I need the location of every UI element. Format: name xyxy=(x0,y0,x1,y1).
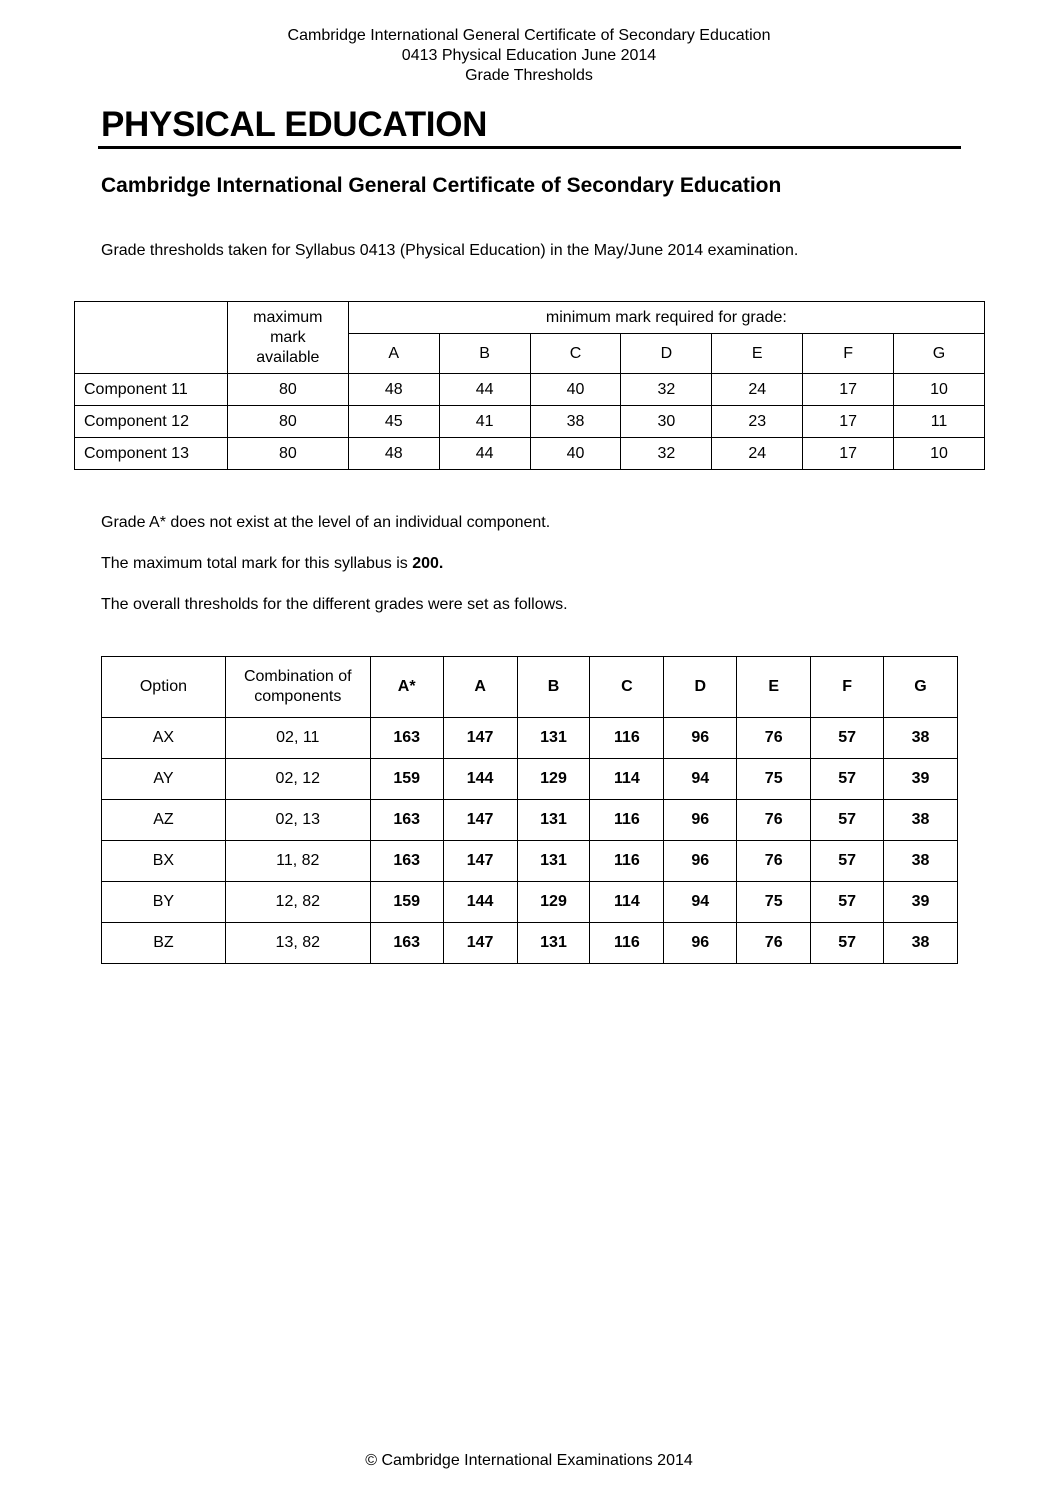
option-threshold-cell: 144 xyxy=(443,759,517,800)
header-line-3: Grade Thresholds xyxy=(465,67,593,84)
option-cell: AZ xyxy=(102,800,226,841)
table-row xyxy=(102,759,958,800)
grade-header-f: F xyxy=(803,334,894,374)
option-threshold-cell: 38 xyxy=(884,800,958,841)
grade-header-e: E xyxy=(712,334,803,374)
option-threshold-cell: 129 xyxy=(517,882,590,923)
option-threshold-cell: 76 xyxy=(737,841,811,882)
option-threshold-cell: 147 xyxy=(443,800,517,841)
option-threshold-cell: 96 xyxy=(664,718,737,759)
threshold-cell: 40 xyxy=(530,438,621,470)
component-thresholds-table xyxy=(74,301,985,470)
grade-header-g: G xyxy=(894,334,985,374)
option-threshold-cell: 96 xyxy=(664,841,737,882)
document-header xyxy=(0,26,1058,86)
option-threshold-cell: 57 xyxy=(811,882,884,923)
option-threshold-cell: 114 xyxy=(590,882,664,923)
grade-header-b: B xyxy=(439,334,530,374)
component-label: Component 11 xyxy=(75,374,228,406)
threshold-cell: 30 xyxy=(621,406,712,438)
option-grade-header: A xyxy=(443,657,517,718)
empty-corner-cell xyxy=(75,302,228,374)
option-threshold-cell: 131 xyxy=(517,923,590,964)
grade-header-d: D xyxy=(621,334,712,374)
combination-cell: 13, 82 xyxy=(225,923,370,964)
option-threshold-cell: 38 xyxy=(884,718,958,759)
option-threshold-cell: 163 xyxy=(370,841,443,882)
option-threshold-cell: 75 xyxy=(737,759,811,800)
option-threshold-cell: 96 xyxy=(664,800,737,841)
option-threshold-cell: 57 xyxy=(811,759,884,800)
option-cell: BY xyxy=(102,882,226,923)
option-threshold-cell: 114 xyxy=(590,759,664,800)
option-grade-header: B xyxy=(517,657,590,718)
option-cell: BX xyxy=(102,841,226,882)
table-row xyxy=(75,406,985,438)
option-threshold-cell: 163 xyxy=(370,718,443,759)
combination-cell: 02, 11 xyxy=(225,718,370,759)
option-threshold-cell: 94 xyxy=(664,759,737,800)
table-row xyxy=(75,374,985,406)
option-threshold-cell: 57 xyxy=(811,923,884,964)
option-threshold-cell: 147 xyxy=(443,841,517,882)
option-threshold-cell: 147 xyxy=(443,923,517,964)
threshold-cell: 23 xyxy=(712,406,803,438)
threshold-cell: 10 xyxy=(894,438,985,470)
threshold-cell: 17 xyxy=(803,406,894,438)
option-threshold-cell: 76 xyxy=(737,800,811,841)
table-row xyxy=(102,923,958,964)
combination-header: Combination of components xyxy=(225,657,370,718)
option-threshold-cell: 144 xyxy=(443,882,517,923)
option-threshold-cell: 163 xyxy=(370,800,443,841)
option-threshold-cell: 131 xyxy=(517,718,590,759)
option-grade-header: E xyxy=(737,657,811,718)
option-threshold-cell: 116 xyxy=(590,841,664,882)
max-total-value: 200. xyxy=(412,555,444,572)
table-row xyxy=(75,438,985,470)
threshold-cell: 32 xyxy=(621,438,712,470)
option-grade-header: G xyxy=(884,657,958,718)
threshold-cell: 45 xyxy=(348,406,439,438)
threshold-cell: 10 xyxy=(894,374,985,406)
option-cell: AX xyxy=(102,718,226,759)
combination-cell: 02, 13 xyxy=(225,800,370,841)
option-threshold-cell: 38 xyxy=(884,841,958,882)
option-thresholds-table xyxy=(101,656,958,964)
max-total-prefix: The maximum total mark for this syllabus is xyxy=(101,555,413,572)
option-threshold-cell: 57 xyxy=(811,718,884,759)
option-threshold-cell: 159 xyxy=(370,882,443,923)
overall-note: The overall thresholds for the different grades were set as follows. xyxy=(101,596,568,613)
option-threshold-cell: 163 xyxy=(370,923,443,964)
threshold-cell: 48 xyxy=(348,438,439,470)
option-threshold-cell: 131 xyxy=(517,800,590,841)
option-threshold-cell: 94 xyxy=(664,882,737,923)
option-threshold-cell: 159 xyxy=(370,759,443,800)
option-threshold-cell: 96 xyxy=(664,923,737,964)
grade-header-a: A xyxy=(348,334,439,374)
threshold-cell: 17 xyxy=(803,374,894,406)
combination-cell: 02, 12 xyxy=(225,759,370,800)
min-mark-header: minimum mark required for grade: xyxy=(348,302,984,334)
option-threshold-cell: 147 xyxy=(443,718,517,759)
option-threshold-cell: 131 xyxy=(517,841,590,882)
copyright-footer: © Cambridge International Examinations 2014 xyxy=(365,1452,693,1469)
option-threshold-cell: 38 xyxy=(884,923,958,964)
option-threshold-cell: 116 xyxy=(590,800,664,841)
intro-text: Grade thresholds taken for Syllabus 0413 (Physical Education) in the May/June 2014 examination. xyxy=(101,242,799,259)
option-threshold-cell: 116 xyxy=(590,718,664,759)
option-threshold-cell: 39 xyxy=(884,882,958,923)
option-threshold-cell: 76 xyxy=(737,923,811,964)
option-threshold-cell: 75 xyxy=(737,882,811,923)
threshold-cell: 41 xyxy=(439,406,530,438)
option-cell: AY xyxy=(102,759,226,800)
header-line-1: Cambridge International General Certificate of Secondary Education xyxy=(287,27,771,44)
option-threshold-cell: 116 xyxy=(590,923,664,964)
astar-note: Grade A* does not exist at the level of an individual component. xyxy=(101,514,551,531)
grade-header-c: C xyxy=(530,334,621,374)
threshold-cell: 44 xyxy=(439,438,530,470)
combination-cell: 12, 82 xyxy=(225,882,370,923)
threshold-cell: 40 xyxy=(530,374,621,406)
max-mark-cell: 80 xyxy=(227,374,348,406)
threshold-cell: 44 xyxy=(439,374,530,406)
option-grade-header: A* xyxy=(370,657,443,718)
title-divider xyxy=(98,146,961,149)
component-label: Component 12 xyxy=(75,406,228,438)
option-threshold-cell: 39 xyxy=(884,759,958,800)
table-row xyxy=(102,718,958,759)
table-row xyxy=(102,841,958,882)
option-cell: BZ xyxy=(102,923,226,964)
table-row xyxy=(102,800,958,841)
option-threshold-cell: 76 xyxy=(737,718,811,759)
option-grade-header: F xyxy=(811,657,884,718)
threshold-cell: 24 xyxy=(712,374,803,406)
option-grade-header: D xyxy=(664,657,737,718)
option-threshold-cell: 57 xyxy=(811,800,884,841)
option-grade-header: C xyxy=(590,657,664,718)
option-header: Option xyxy=(102,657,226,718)
component-label: Component 13 xyxy=(75,438,228,470)
threshold-cell: 38 xyxy=(530,406,621,438)
max-mark-cell: 80 xyxy=(227,406,348,438)
table-row xyxy=(102,882,958,923)
page-subtitle: Cambridge International General Certificate of Secondary Education xyxy=(101,174,782,197)
option-threshold-cell: 129 xyxy=(517,759,590,800)
threshold-cell: 32 xyxy=(621,374,712,406)
page-title: PHYSICAL EDUCATION xyxy=(101,105,488,144)
max-mark-header: maximum mark available xyxy=(227,302,348,374)
max-mark-cell: 80 xyxy=(227,438,348,470)
threshold-cell: 17 xyxy=(803,438,894,470)
threshold-cell: 24 xyxy=(712,438,803,470)
option-threshold-cell: 57 xyxy=(811,841,884,882)
header-line-2: 0413 Physical Education June 2014 xyxy=(401,47,657,64)
max-total-note xyxy=(101,553,443,575)
combination-cell: 11, 82 xyxy=(225,841,370,882)
threshold-cell: 11 xyxy=(894,406,985,438)
threshold-cell: 48 xyxy=(348,374,439,406)
